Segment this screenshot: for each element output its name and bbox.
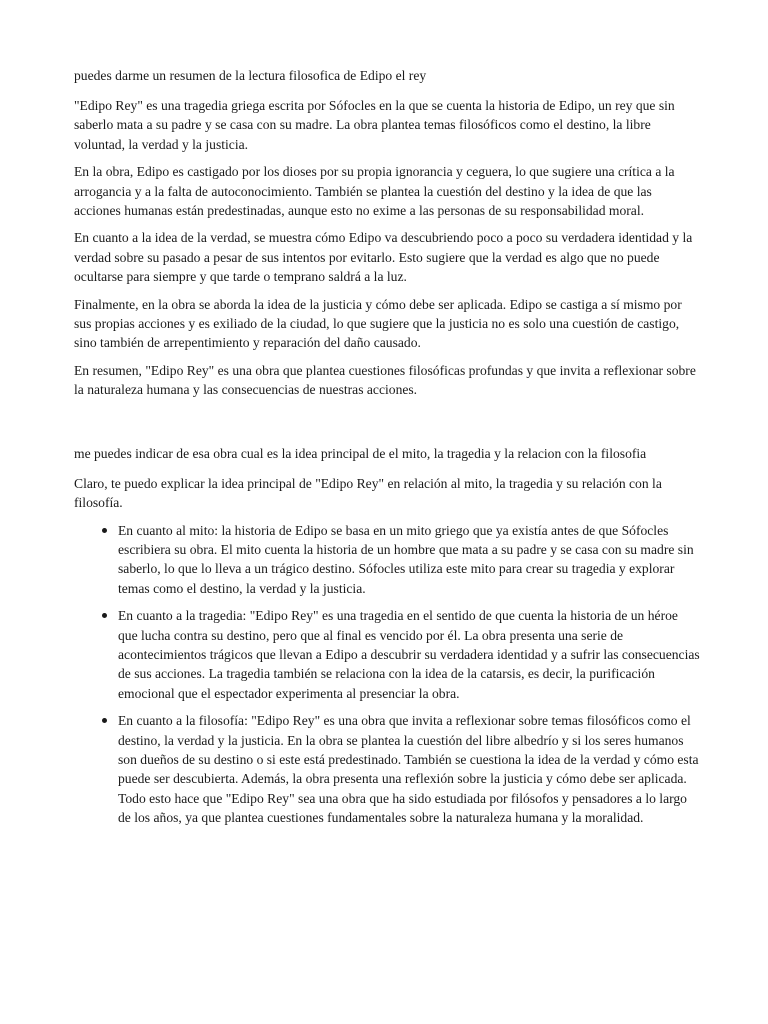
answer-1 [74,96,700,400]
answer-2 [74,474,700,828]
bullet-icon [102,718,107,723]
answer-2-list [74,521,700,828]
bullet-icon [102,613,107,618]
answer-2-intro: Claro, te puedo explicar la idea principal de "Edipo Rey" en relación al mito, la tragedia y su relación con la filosofía. [74,475,662,511]
user-question-1: puedes darme un resumen de la lectura filosofica de Edipo el rey [74,68,427,83]
list-item-text: En cuanto a la tragedia: "Edipo Rey" es una tragedia en el sentido de que cuenta la historia de un héroe que lucha contra su destino, pero que al final es vencido por él. La obra presenta una serie de acontecimientos trágicos que llevan a Edipo a descubrir su verdadera identidad y a sufrir las consecuencias de sus acciones. La tragedia también se relaciona con la idea de la catarsis, es decir, la purificación emocional que el espectador experimenta al presenciar la obra. [118,608,700,701]
list-item-text: En cuanto a la filosofía: "Edipo Rey" es una obra que invita a reflexionar sobre temas filosóficos como el destino, la verdad y la justicia. En la obra se plantea la cuestión del libre albedrío y si los seres humanos son dueños de su destino o si este está predestinado. También se cuestiona la idea de la verdad y cómo esta puede ser descubierta. Además, la obra presenta una reflexión sobre la justicia y cómo debe ser aplicada. Todo esto hace que "Edipo Rey" sea una obra que ha sido estudiada por filósofos y pensadores a lo largo de los años, ya que plantea cuestiones fundamentales sobre la naturaleza humana y la moralidad. [118,713,699,826]
answer-1-paragraph-5: En resumen, "Edipo Rey" es una obra que plantea cuestiones filosóficas profundas y que invita a reflexionar sobre la naturaleza humana y las consecuencias de nuestras acciones. [74,362,696,398]
bullet-icon [102,528,107,533]
document-page [74,66,700,836]
list-item [118,521,700,599]
answer-1-paragraph-4: Finalmente, en la obra se aborda la idea de la justicia y cómo debe ser aplicada. Edipo se castiga a sí mismo por sus propias acciones y es exiliado de la ciudad, lo que sugiere que la justicia no es solo una cuestión de castigo, sino también de arrepentimiento y reparación del daño causado. [74,296,682,351]
answer-1-paragraph-2: En la obra, Edipo es castigado por los dioses por su propia ignorancia y ceguera, lo que sugiere una crítica a la arrogancia y a la falta de autoconocimiento. También se plantea la cuestión del destino y la idea de que las acciones humanas están predestinadas, aunque esto no exime a las personas de su responsabilidad moral. [74,164,675,219]
section-gap [74,408,700,444]
answer-1-paragraph-3: En cuanto a la idea de la verdad, se muestra cómo Edipo va descubriendo poco a poco su verdadera identidad y la verdad sobre su pasado a pesar de sus intentos por evitarlo. Esto sugiere que la verdad es algo que no puede ocultarse para siempre y que tarde o temprano saldrá a la luz. [74,230,693,285]
answer-1-paragraph-1: "Edipo Rey" es una tragedia griega escrita por Sófocles en la que se cuenta la historia de Edipo, un rey que sin saberlo mata a su padre y se casa con su madre. La obra plantea temas filosóficos como el destino, la libre voluntad, la verdad y la justicia. [74,98,675,152]
list-item [118,711,700,827]
list-item-text: En cuanto al mito: la historia de Edipo se basa en un mito griego que ya existía antes de que Sófocles escribiera su obra. El mito cuenta la historia de un hombre que mata a su padre y se casa con su madre sin saberlo, lo que lo lleva a un trágico destino. Sófocles utiliza este mito para crear su tragedia y explorar temas como el destino, la verdad y la justicia. [118,522,694,596]
user-question-2: me puedes indicar de esa obra cual es la idea principal de el mito, la tragedia y la relacion con la filosofia [74,445,647,461]
list-item [118,606,700,703]
